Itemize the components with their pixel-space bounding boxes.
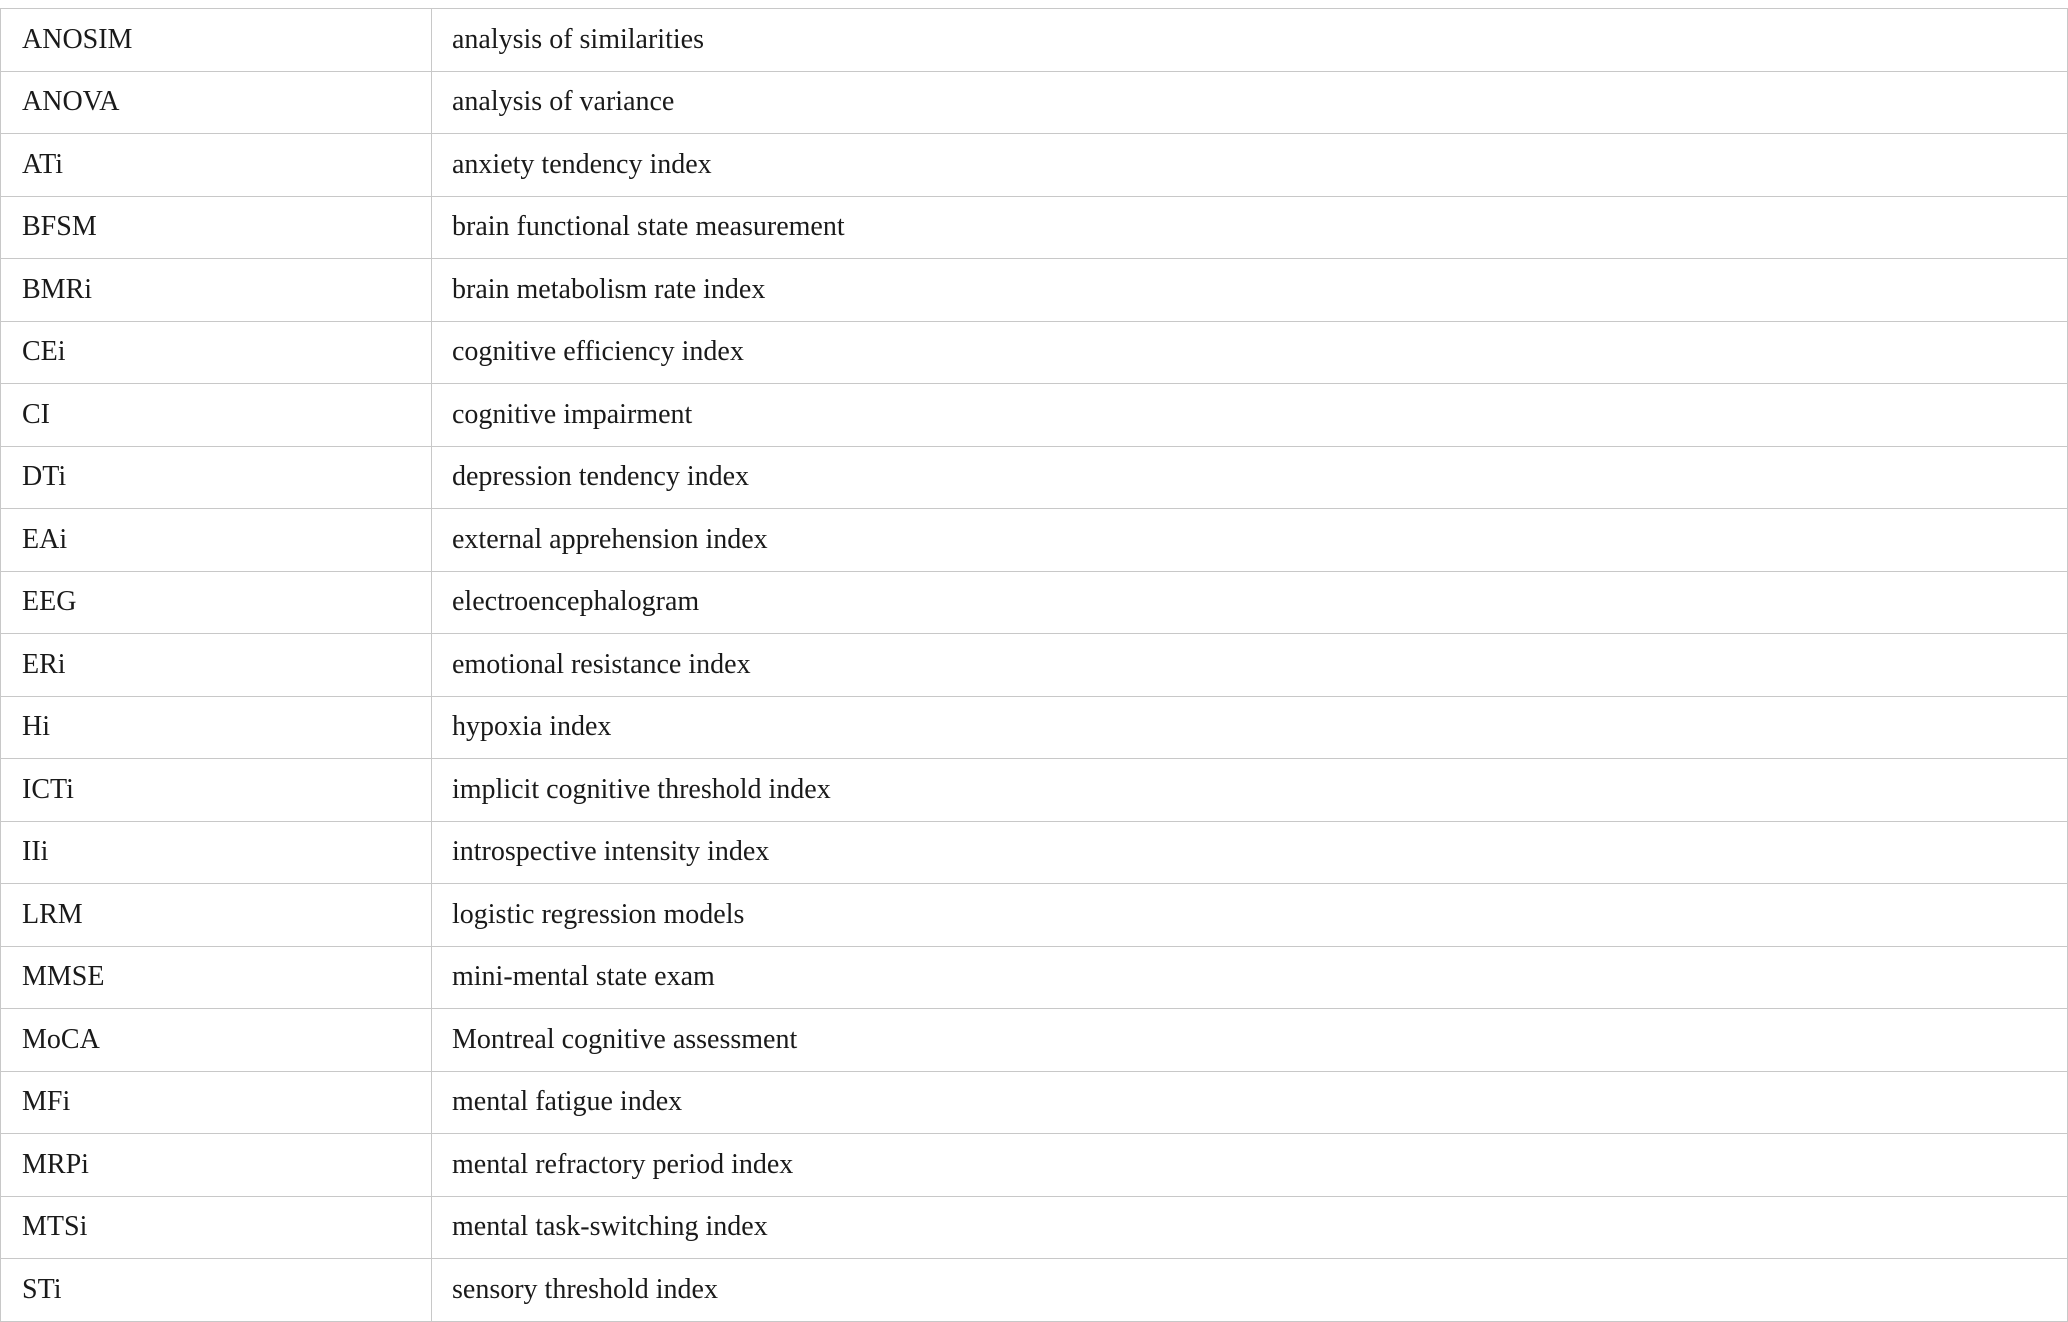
table-row [1, 1259, 2068, 1322]
abbreviation-cell: ICTi [1, 759, 432, 822]
abbreviations-table-body [1, 9, 2068, 1322]
definition-cell: implicit cognitive threshold index [432, 759, 2068, 822]
abbreviation-cell: STi [1, 1259, 432, 1322]
definition-cell: Montreal cognitive assessment [432, 1009, 2068, 1072]
definition-cell: analysis of variance [432, 71, 2068, 134]
definition-cell: brain metabolism rate index [432, 259, 2068, 322]
table-row [1, 9, 2068, 72]
abbreviation-cell: MFi [1, 1071, 432, 1134]
abbreviation-cell: ATi [1, 134, 432, 197]
abbreviation-cell: MoCA [1, 1009, 432, 1072]
abbreviation-cell: MTSi [1, 1196, 432, 1259]
abbreviation-cell: EAi [1, 509, 432, 572]
table-row [1, 509, 2068, 572]
definition-cell: mental refractory period index [432, 1134, 2068, 1197]
definition-cell: brain functional state measurement [432, 196, 2068, 259]
abbreviation-cell: DTi [1, 446, 432, 509]
definition-cell: mini-mental state exam [432, 946, 2068, 1009]
definition-cell: cognitive efficiency index [432, 321, 2068, 384]
definition-cell: introspective intensity index [432, 821, 2068, 884]
abbreviation-cell: CI [1, 384, 432, 447]
definition-cell: cognitive impairment [432, 384, 2068, 447]
table-row [1, 1196, 2068, 1259]
definition-cell: depression tendency index [432, 446, 2068, 509]
table-row [1, 446, 2068, 509]
definition-cell: sensory threshold index [432, 1259, 2068, 1322]
table-row [1, 946, 2068, 1009]
definition-cell: mental fatigue index [432, 1071, 2068, 1134]
table-row [1, 696, 2068, 759]
abbreviation-cell: ANOSIM [1, 9, 432, 72]
abbreviation-cell: BMRi [1, 259, 432, 322]
abbreviation-cell: MRPi [1, 1134, 432, 1197]
definition-cell: hypoxia index [432, 696, 2068, 759]
abbreviations-table-container [0, 8, 2068, 1322]
definition-cell: electroencephalogram [432, 571, 2068, 634]
definition-cell: external apprehension index [432, 509, 2068, 572]
table-row [1, 321, 2068, 384]
table-row [1, 884, 2068, 947]
definition-cell: logistic regression models [432, 884, 2068, 947]
table-row [1, 196, 2068, 259]
table-row [1, 71, 2068, 134]
table-row [1, 1134, 2068, 1197]
abbreviation-cell: ERi [1, 634, 432, 697]
table-row [1, 759, 2068, 822]
abbreviation-cell: BFSM [1, 196, 432, 259]
definition-cell: analysis of similarities [432, 9, 2068, 72]
table-row [1, 821, 2068, 884]
table-row [1, 384, 2068, 447]
table-row [1, 634, 2068, 697]
abbreviation-cell: ANOVA [1, 71, 432, 134]
definition-cell: emotional resistance index [432, 634, 2068, 697]
abbreviation-cell: CEi [1, 321, 432, 384]
abbreviations-table [0, 8, 2068, 1322]
table-row [1, 1009, 2068, 1072]
abbreviation-cell: EEG [1, 571, 432, 634]
abbreviation-cell: IIi [1, 821, 432, 884]
abbreviation-cell: MMSE [1, 946, 432, 1009]
abbreviation-cell: LRM [1, 884, 432, 947]
table-row [1, 259, 2068, 322]
table-row [1, 1071, 2068, 1134]
abbreviation-cell: Hi [1, 696, 432, 759]
table-row [1, 571, 2068, 634]
definition-cell: anxiety tendency index [432, 134, 2068, 197]
definition-cell: mental task-switching index [432, 1196, 2068, 1259]
table-row [1, 134, 2068, 197]
